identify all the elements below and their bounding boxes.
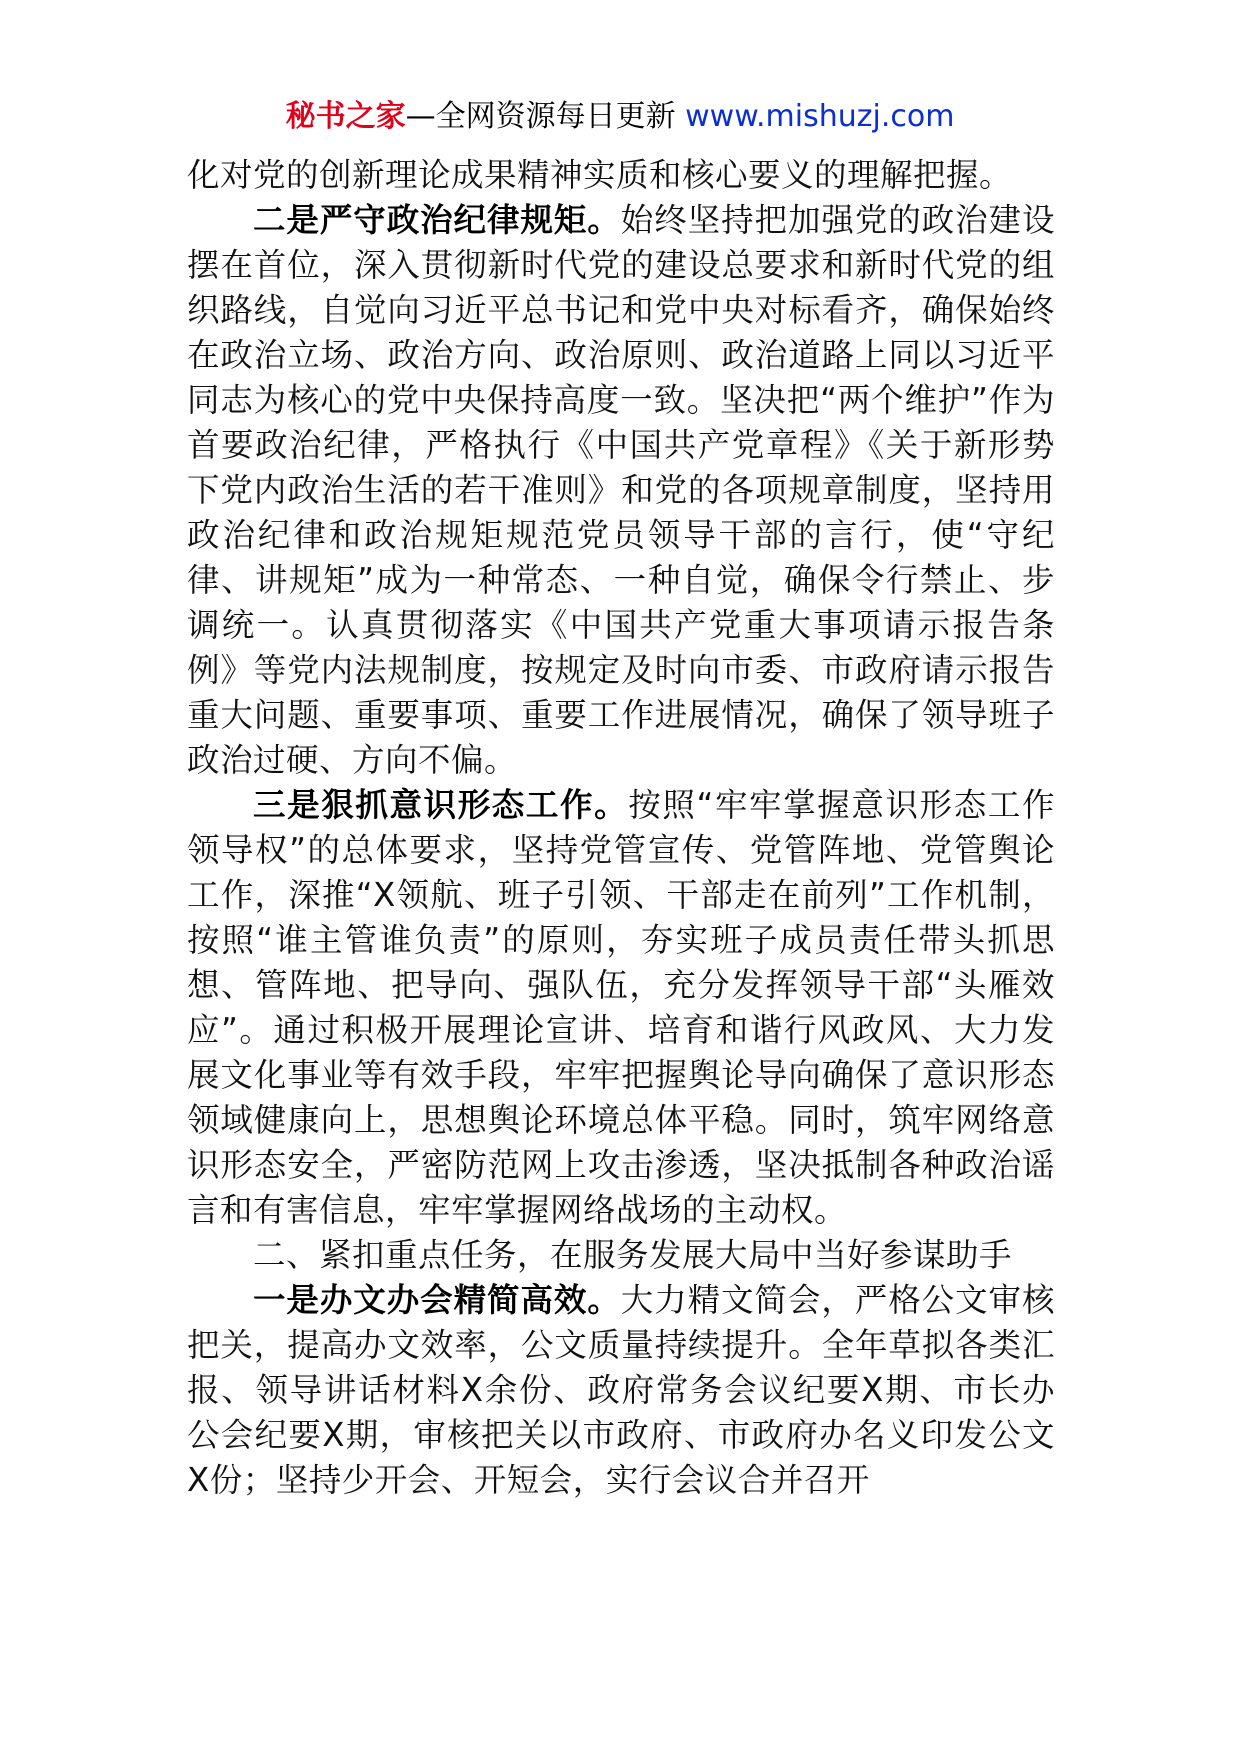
paragraph-text: 化对党的创新理论成果精神实质和核心要义的理解把握。 bbox=[187, 156, 1013, 194]
paragraph-political-discipline bbox=[187, 198, 1055, 783]
paragraph-lead: 三是狠抓意识形态工作。 bbox=[253, 786, 629, 824]
paragraph-lead: 二是严守政治纪律规矩。 bbox=[253, 201, 621, 239]
brand-name: 秘书之家 bbox=[285, 99, 406, 134]
section-heading bbox=[187, 1233, 1055, 1278]
section-heading-text: 二、紧扣重点任务，在服务发展大局中当好参谋助手 bbox=[253, 1236, 1013, 1274]
paragraph-text: 始终坚持把加强党的政治建设摆在首位，深入贯彻新时代党的建设总要求和新时代党的组织路线，自觉向习近平总书记和党中央对标看齐，确保始终在政治立场、政治方向、政治原则、政治道路上同以习近平同志为核心的党中央保持高度一致。坚决把“两个维护”作为首要政治纪律，严格执行《中国共产党章程》《关于新形势下党内政治生活的若干准则》和党的各项规章制度，坚持用政治纪律和政治规矩规范党员领导干部的言行，使“守纪律、讲规矩”成为一种常态、一种自觉，确保令行禁止、步调统一。认真贯彻落实《中国共产党重大事项请示报告条例》等党内法规制度，按规定及时向市委、市政府请示报告重大问题、重要事项、重要工作进展情况，确保了领导班子政治过硬、方向不偏。 bbox=[187, 201, 1055, 779]
document-body bbox=[187, 153, 1055, 1503]
header-tagline: —全网资源每日更新 bbox=[405, 99, 686, 134]
paragraph-lead: 一是办文办会精简高效。 bbox=[253, 1281, 621, 1319]
paragraph-continuation bbox=[187, 153, 1055, 198]
paragraph-text: 按照“牢牢掌握意识形态工作领导权”的总体要求，坚持党管宣传、党管阵地、党管舆论工作，深推“X领航、班子引领、干部走在前列”工作机制，按照“谁主管谁负责”的原则，夯实班子成员责任带头抓思想、管阵地、把导向、强队伍，充分发挥领导干部“头雁效应”。通过积极开展理论宣讲、培育和谐行风政风、大力发展文化事业等有效手段，牢牢把握舆论导向确保了意识形态领域健康向上，思想舆论环境总体平稳。同时，筑牢网络意识形态安全，严密防范网上攻击渗透，坚决抵制各种政治谣言和有害信息，牢牢掌握网络战场的主动权。 bbox=[187, 786, 1055, 1229]
site-url-link[interactable]: www.mishuzj.com bbox=[685, 99, 955, 134]
paragraph-document-meetings bbox=[187, 1278, 1055, 1503]
paragraph-text: 大力精文简会，严格公文审核把关，提高办文效率，公文质量持续提升。全年草拟各类汇报、领导讲话材料X余份、政府常务会议纪要X期、市长办公会纪要X期，审核把关以市政府、市政府办名义印发公文X份；坚持少开会、开短会，实行会议合并召开 bbox=[187, 1281, 1055, 1499]
paragraph-ideology-work bbox=[187, 783, 1055, 1233]
site-header bbox=[0, 97, 1240, 137]
